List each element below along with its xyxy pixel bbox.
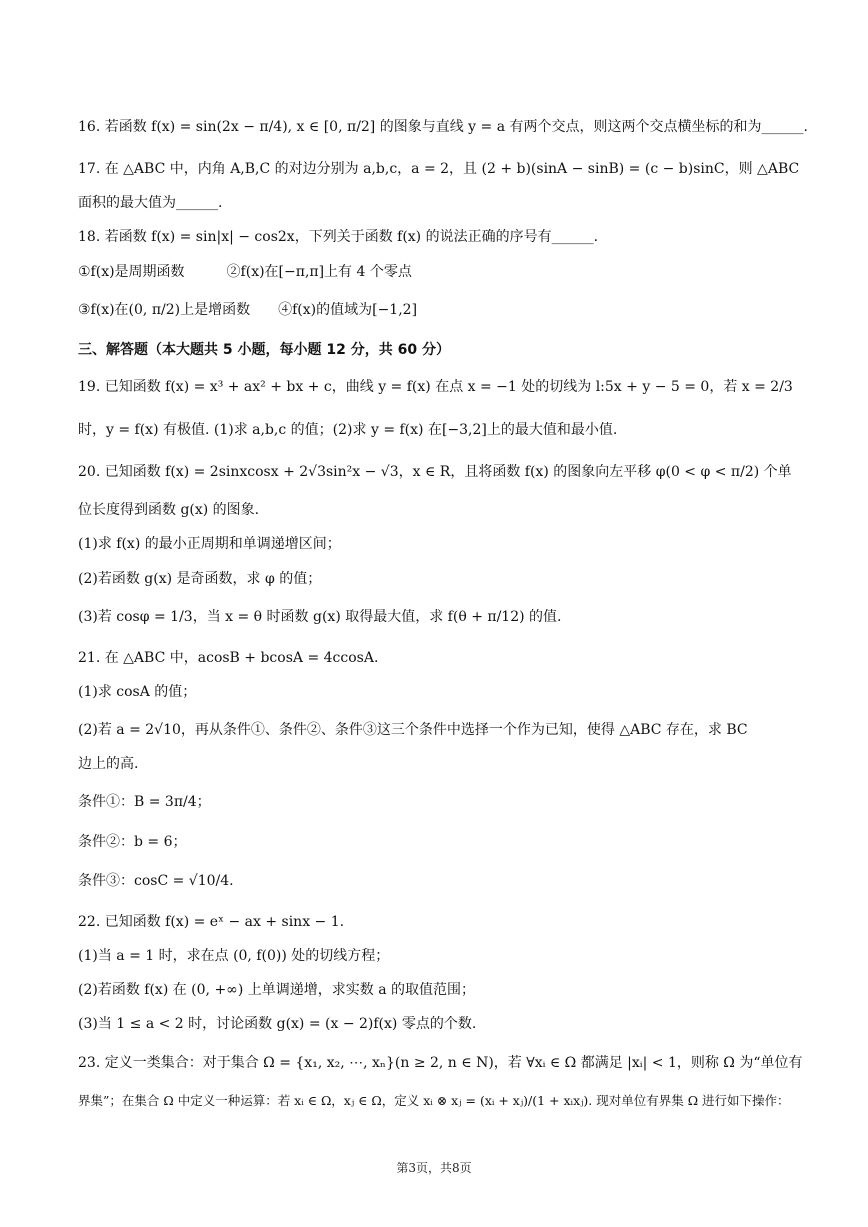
q22-part-2: (2)若函数 f(x) 在 (0, +∞) 上单调递增，求实数 a 的取值范围； (78, 982, 476, 998)
q21-condition-1: 条件①：B = 3π/4； (78, 794, 211, 810)
q21-condition-3: 条件③：cosC = √10/4. (78, 873, 234, 889)
q19-line-1: 19. 已知函数 f(x) = x³ + ax² + bx + c，曲线 y = f(x) 在点 x = −1 处的切线为 l:5x + y − 5 = 0，若 x = 2/3 (78, 379, 793, 395)
q23-line-2: 界集”；在集合 Ω 中定义一种运算：若 xᵢ ∈ Ω，xⱼ ∈ Ω，定义 xᵢ ⊗ xⱼ = (xᵢ + xⱼ)/(1 + xᵢxⱼ). 现对单位有界集 Ω 进行如下操作： (78, 1093, 790, 1108)
q20-part-3: (3)若 cosφ = 1/3，当 x = θ 时函数 g(x) 取得最大值，求 f(θ + π/12) 的值. (78, 609, 562, 625)
q20-line-2: 位长度得到函数 g(x) 的图象. (78, 502, 260, 518)
q23-line-1: 23. 定义一类集合：对于集合 Ω = {x₁, x₂, ⋯, xₙ}(n ≥ 2, n ∈ N)，若 ∀xᵢ ∈ Ω 都满足 |xᵢ| < 1，则称 Ω 为“单位有 (78, 1055, 803, 1071)
q19-line-2: 时，y = f(x) 有极值. (1)求 a,b,c 的值；(2)求 y = f(x) 在[−3,2]上的最大值和最小值. (78, 422, 618, 438)
q21-part-1: (1)求 cosA 的值； (78, 684, 197, 700)
q20-part-1: (1)求 f(x) 的最小正周期和单调递增区间； (78, 536, 341, 552)
q17-line-2: 面积的最大值为______. (78, 195, 223, 211)
page-footer: 第3页，共8页 (396, 1161, 472, 1175)
q16-line: 16. 若函数 f(x) = sin(2x − π/4), x ∈ [0, π/2] 的图象与直线 y = a 有两个交点，则这两个交点横坐标的和为______. (78, 119, 808, 135)
q22-line-1: 22. 已知函数 f(x) = eˣ − ax + sinx − 1. (78, 914, 345, 930)
q18-line: 18. 若函数 f(x) = sin|x| − cos2x，下列关于函数 f(x) 的说法正确的序号有______. (78, 229, 599, 245)
q21-line-1: 21. 在 △ABC 中，acosB + bcosA = 4ccosA. (78, 650, 379, 666)
q17-line-1: 17. 在 △ABC 中，内角 A,B,C 的对边分别为 a,b,c，a = 2，且 (2 + b)(sinA − sinB) = (c − b)sinC，则 △ABC (78, 161, 800, 177)
q18-option-1-2: ①f(x)是周期函数 ②f(x)在[−π,π]上有 4 个零点 (78, 264, 412, 280)
section-heading: 三、解答题（本大题共 5 小题，每小题 12 分，共 60 分） (78, 342, 450, 358)
q20-line-1: 20. 已知函数 f(x) = 2sinxcosx + 2√3sin²x − √3，x ∈ R，且将函数 f(x) 的图象向左平移 φ(0 < φ < π/2) 个单 (78, 464, 792, 480)
q20-part-2: (2)若函数 g(x) 是奇函数，求 φ 的值； (78, 571, 322, 587)
q18-option-3-4: ③f(x)在(0, π/2)上是增函数 ④f(x)的值域为[−1,2] (78, 302, 418, 318)
q22-part-3: (3)当 1 ≤ a < 2 时，讨论函数 g(x) = (x − 2)f(x) 零点的个数. (78, 1016, 477, 1032)
q22-part-1: (1)当 a = 1 时，求在点 (0, f(0)) 处的切线方程； (78, 948, 390, 964)
q21-part-2-line-2: 边上的高. (78, 756, 139, 772)
q21-part-2-line-1: (2)若 a = 2√10，再从条件①、条件②、条件③这三个条件中选择一个作为已知，使得 △ABC 存在，求 BC (78, 722, 748, 738)
q21-condition-2: 条件②：b = 6； (78, 834, 187, 850)
